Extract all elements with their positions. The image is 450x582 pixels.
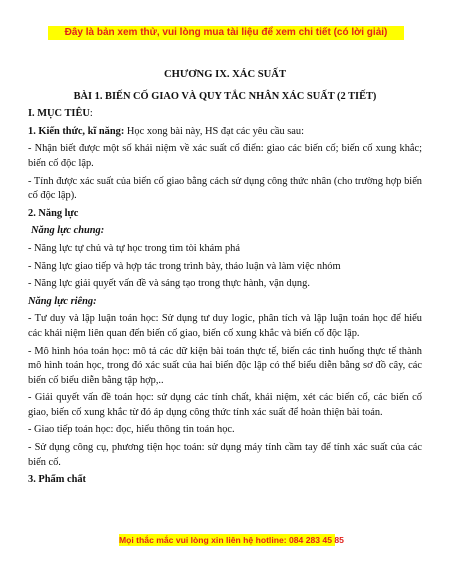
- specific-competence-heading: Năng lực riêng:: [28, 295, 97, 307]
- knowledge-text: Học xong bài này, HS đạt các yêu cầu sau:: [124, 125, 304, 137]
- knowledge-item: - Tính được xác suất của biến cố giao bằng cách sử dụng công thức nhân (cho trường hợp biến cố độc lập).: [28, 175, 422, 202]
- knowledge-item: - Nhận biết được một số khái niệm về xác suất cổ điển: giao các biến cố; biến cố xung khắc; biến cố độc lập.: [28, 143, 422, 169]
- specific-competence-item: - Giao tiếp toán học: đọc, hiểu thông tin toán học.: [28, 424, 235, 436]
- specific-competence-item: - Sử dụng công cụ, phương tiện học toán: sử dụng máy tính cầm tay để tính xác suất của các biến cố.: [28, 442, 422, 468]
- section-heading-objectives: [28, 107, 422, 122]
- knowledge-paragraph: [28, 125, 422, 140]
- specific-competence-item: - Giải quyết vấn đề toán học: sử dụng các tính chất, khái niệm, xét các biến cố, các biến cố giao, biến cố xung khắc từ đó áp dụng công thức tính xác suất để hoàn thiện bài toán.: [28, 392, 422, 418]
- lesson-title: BÀI 1. BIẾN CỐ GIAO VÀ QUY TẮC NHÂN XÁC SUẤT (2 TIẾT): [73, 90, 377, 102]
- chapter-title: CHƯƠNG IX. XÁC SUẤT: [163, 69, 287, 80]
- general-competence-item: - Năng lực giải quyết vấn đề và sáng tạo trong thực hành, vận dụng.: [28, 278, 310, 290]
- general-competence-item: - Năng lực giao tiếp và hợp tác trong trình bày, thảo luận và làm việc nhóm: [28, 260, 341, 272]
- knowledge-label: 1. Kiến thức, kĩ năng:: [28, 125, 125, 137]
- preview-banner: Đây là bản xem thử, vui lòng mua tài liệu để xem chi tiết (có lời giải): [48, 26, 404, 40]
- competence-heading: 2. Năng lực: [28, 207, 79, 219]
- general-competence-heading: Năng lực chung:: [31, 225, 105, 237]
- general-competence-item: - Năng lực tự chủ và tự học trong tìm tòi khám phá: [28, 242, 240, 254]
- section-heading-text: I. MỤC TIÊU: [28, 108, 90, 120]
- specific-competence-item: - Tư duy và lập luận toán học: Sử dụng tư duy logic, phân tích và lập luận toán học để hiểu các khái niệm liên quan đến biến cố giao, biến cố xung khắc và biến cố độc lập.: [28, 313, 422, 339]
- document-body: [28, 64, 422, 488]
- section-heading-suffix: :: [89, 108, 93, 120]
- specific-competence-item: - Mô hình hóa toán học: mô tả các dữ kiện bài toán thực tế, biến các tình huống thực tế thành mô hình toán học, trong đó xác suất của hai biến độc lập có thể biểu diễn bằng sơ đồ cây, các biến cố biểu diễn bằng tập hợp,..: [28, 345, 422, 386]
- hotline-footer: Mọi thắc mắc vui lòng xin liên hệ hotline: 084 283 45 85: [119, 535, 344, 545]
- quality-heading: 3. Phẩm chất: [28, 474, 87, 486]
